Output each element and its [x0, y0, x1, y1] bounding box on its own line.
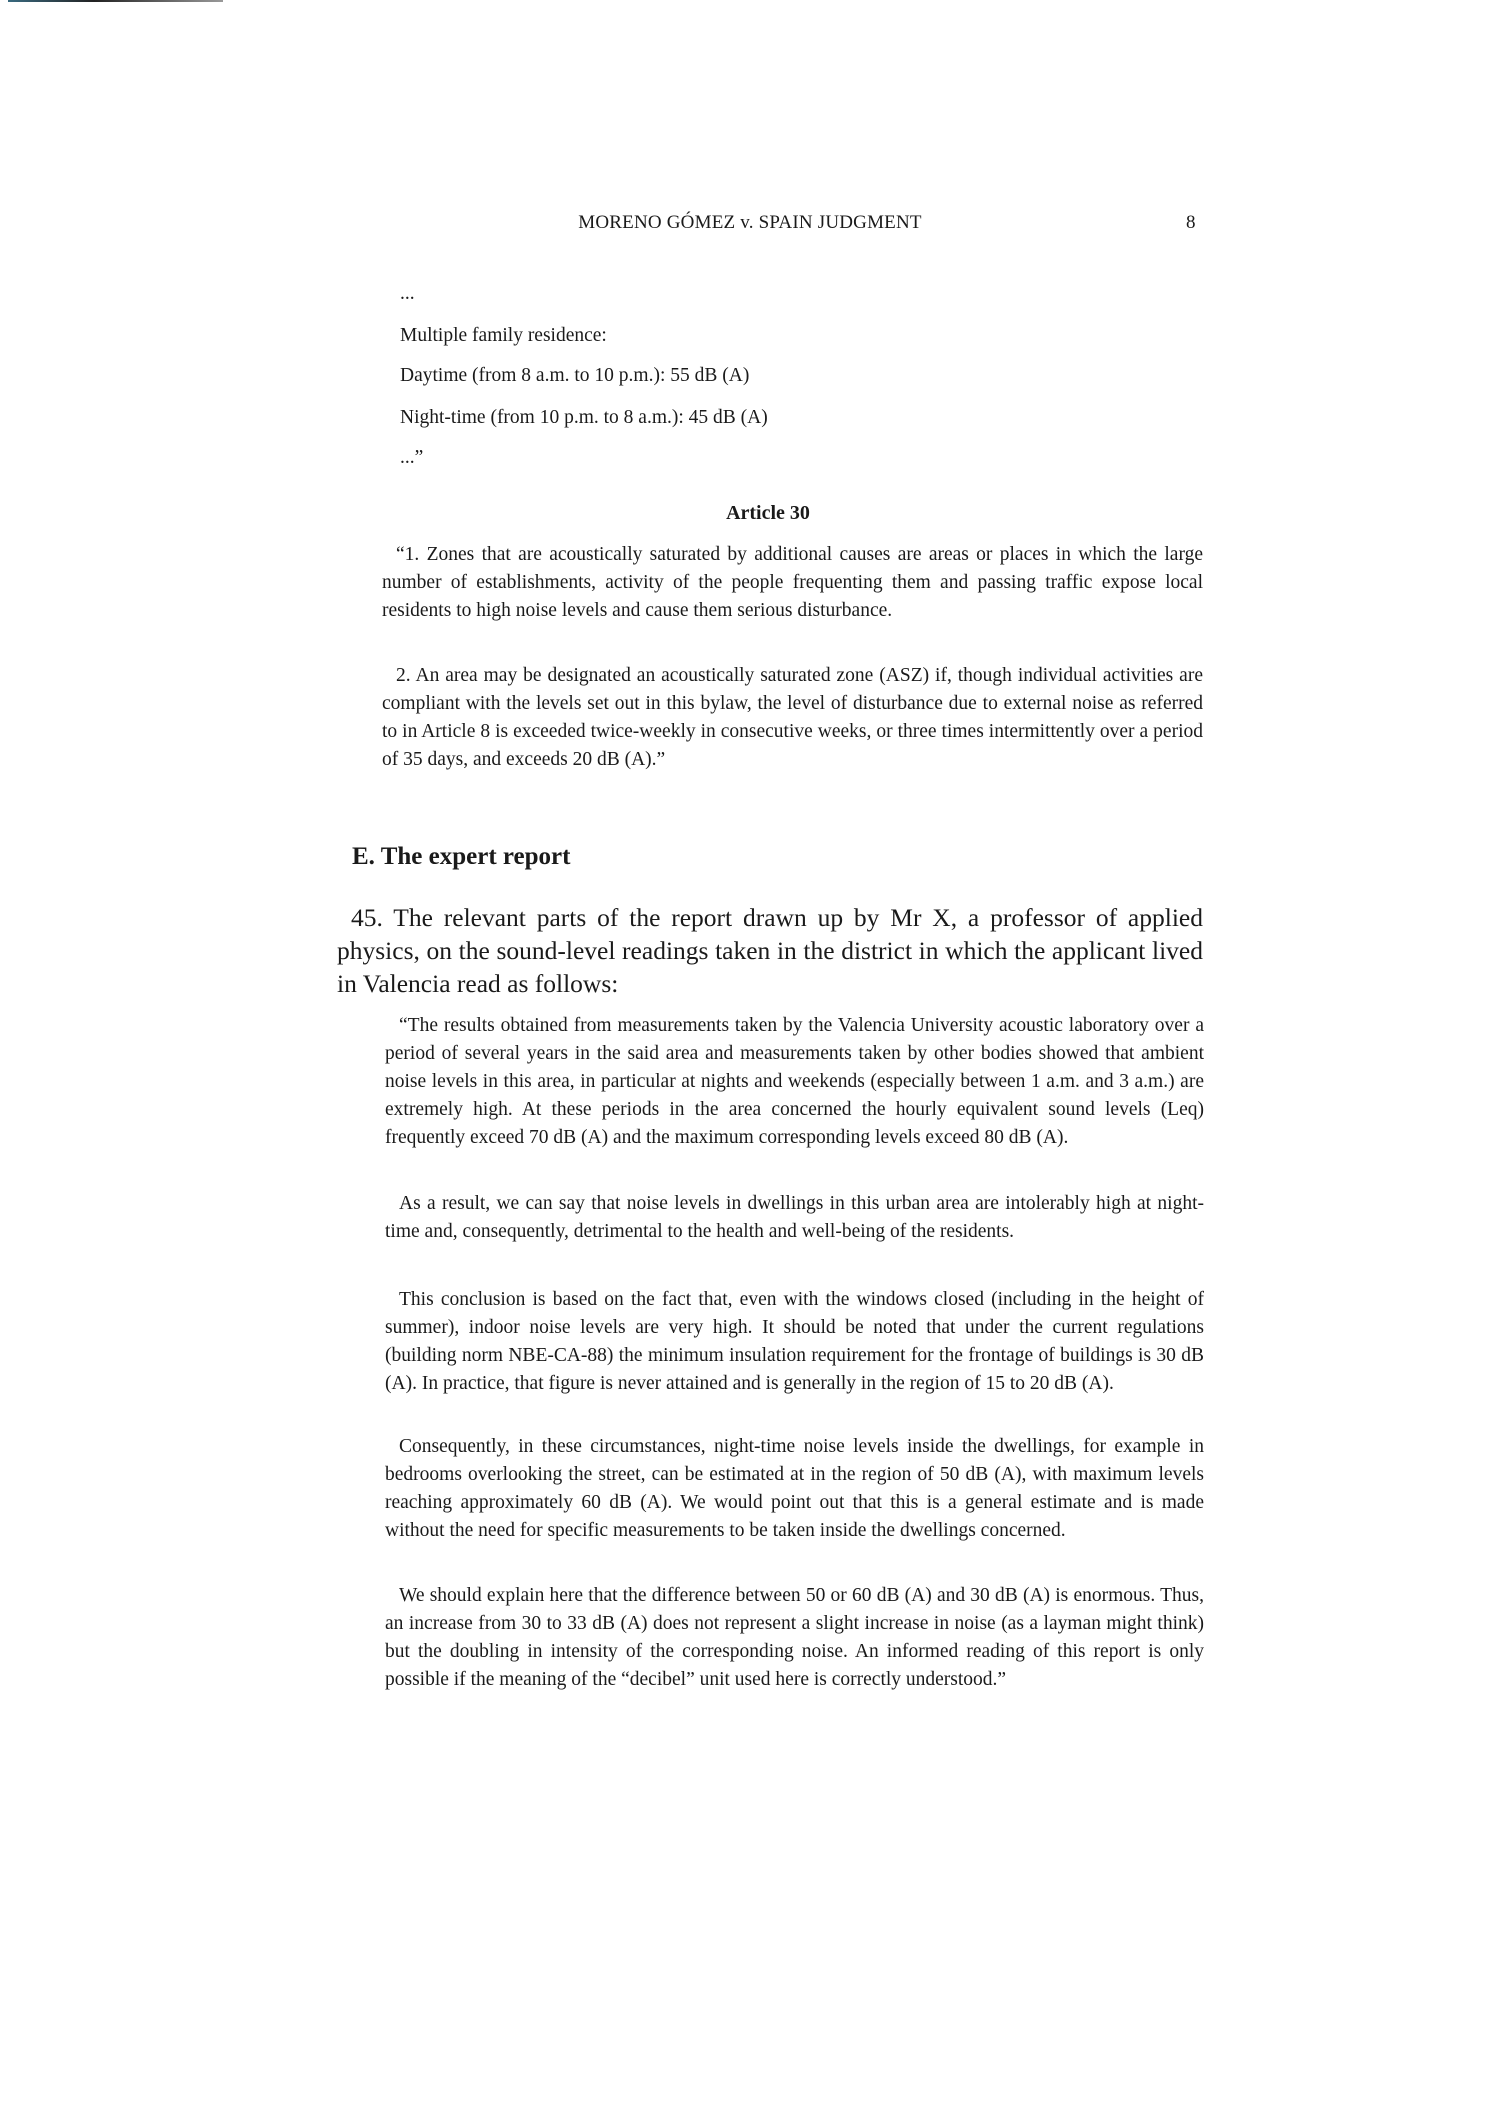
scan-edge-mark — [8, 0, 223, 2]
quote-paragraph-2: As a result, we can say that noise levels in dwellings in this urban area are intolerably high at night-time and, consequently, detrimental to the health and well-being of the residents. — [385, 1193, 1204, 1242]
section-heading: E. The expert report — [352, 843, 571, 870]
quote-paragraph-5: We should explain here that the difference between 50 or 60 dB (A) and 30 dB (A) is enormous. Thus, an increase from 30 to 33 dB (A) does not represent a slight increase in noise (as a layman might think) but the doubling in intensity of the corresponding noise. An informed reading of this report is only possible if the meaning of the “decibel” unit used here is correctly understood.” — [385, 1585, 1204, 1690]
quote-paragraph-3: This conclusion is based on the fact that, even with the windows closed (including in the height of summer), indoor noise levels are very high. It should be noted that under the current regulations (building norm NBE-CA-88) the minimum insulation requirement for the frontage of buildings is 30 dB (A). In practice, that figure is never attained and is generally in the region of 15 to 20 dB (A). — [385, 1289, 1204, 1394]
ellipsis-close: ...” — [400, 447, 424, 468]
running-header: MORENO GÓMEZ v. SPAIN JUDGMENT — [578, 212, 922, 233]
paragraph-45: 45. The relevant parts of the report drawn up by Mr X, a professor of applied physics, on the sound-level readings taken in the district in which the applicant lived in Valencia read as follows: — [337, 903, 1203, 998]
quote-paragraph-4: Consequently, in these circumstances, night-time noise levels inside the dwellings, for example in bedrooms overlooking the street, can be estimated at in the region of 50 dB (A), with maximum levels reaching approximately 60 dB (A). We would point out that this is a general estimate and is made without the need for specific measurements to be taken inside the dwellings concerned. — [385, 1436, 1204, 1541]
ellipsis-open: ... — [400, 283, 415, 304]
residence-type: Multiple family residence: — [400, 325, 607, 346]
article-heading: Article 30 — [726, 502, 810, 524]
article-paragraph-2: 2. An area may be designated an acoustically saturated zone (ASZ) if, though individual activities are compliant with the levels set out in this bylaw, the level of disturbance due to external noise as referred to in Article 8 is exceeded twice-weekly in consecutive weeks, or three times intermittently over a period of 35 days, and exceeds 20 dB (A).” — [382, 665, 1203, 770]
page-number: 8 — [1186, 212, 1196, 233]
daytime-limit: Daytime (from 8 a.m. to 10 p.m.): 55 dB (A) — [400, 365, 750, 386]
article-paragraph-1: “1. Zones that are acoustically saturated by additional causes are areas or places in which the large number of establishments, activity of the people frequenting them and passing traffic expose local residents to high noise levels and cause them serious disturbance. — [382, 544, 1203, 621]
quote-paragraph-1: “The results obtained from measurements taken by the Valencia University acoustic laboratory over a period of several years in the said area and measurements taken by other bodies showed that ambient noise levels in this area, in particular at nights and weekends (especially between 1 a.m. and 3 a.m.) are extremely high. At these periods in the area concerned the hourly equivalent sound levels (Leq) frequently exceed 70 dB (A) and the maximum corresponding levels exceed 80 dB (A). — [385, 1015, 1204, 1148]
nighttime-limit: Night-time (from 10 p.m. to 8 a.m.): 45 dB (A) — [400, 407, 768, 428]
